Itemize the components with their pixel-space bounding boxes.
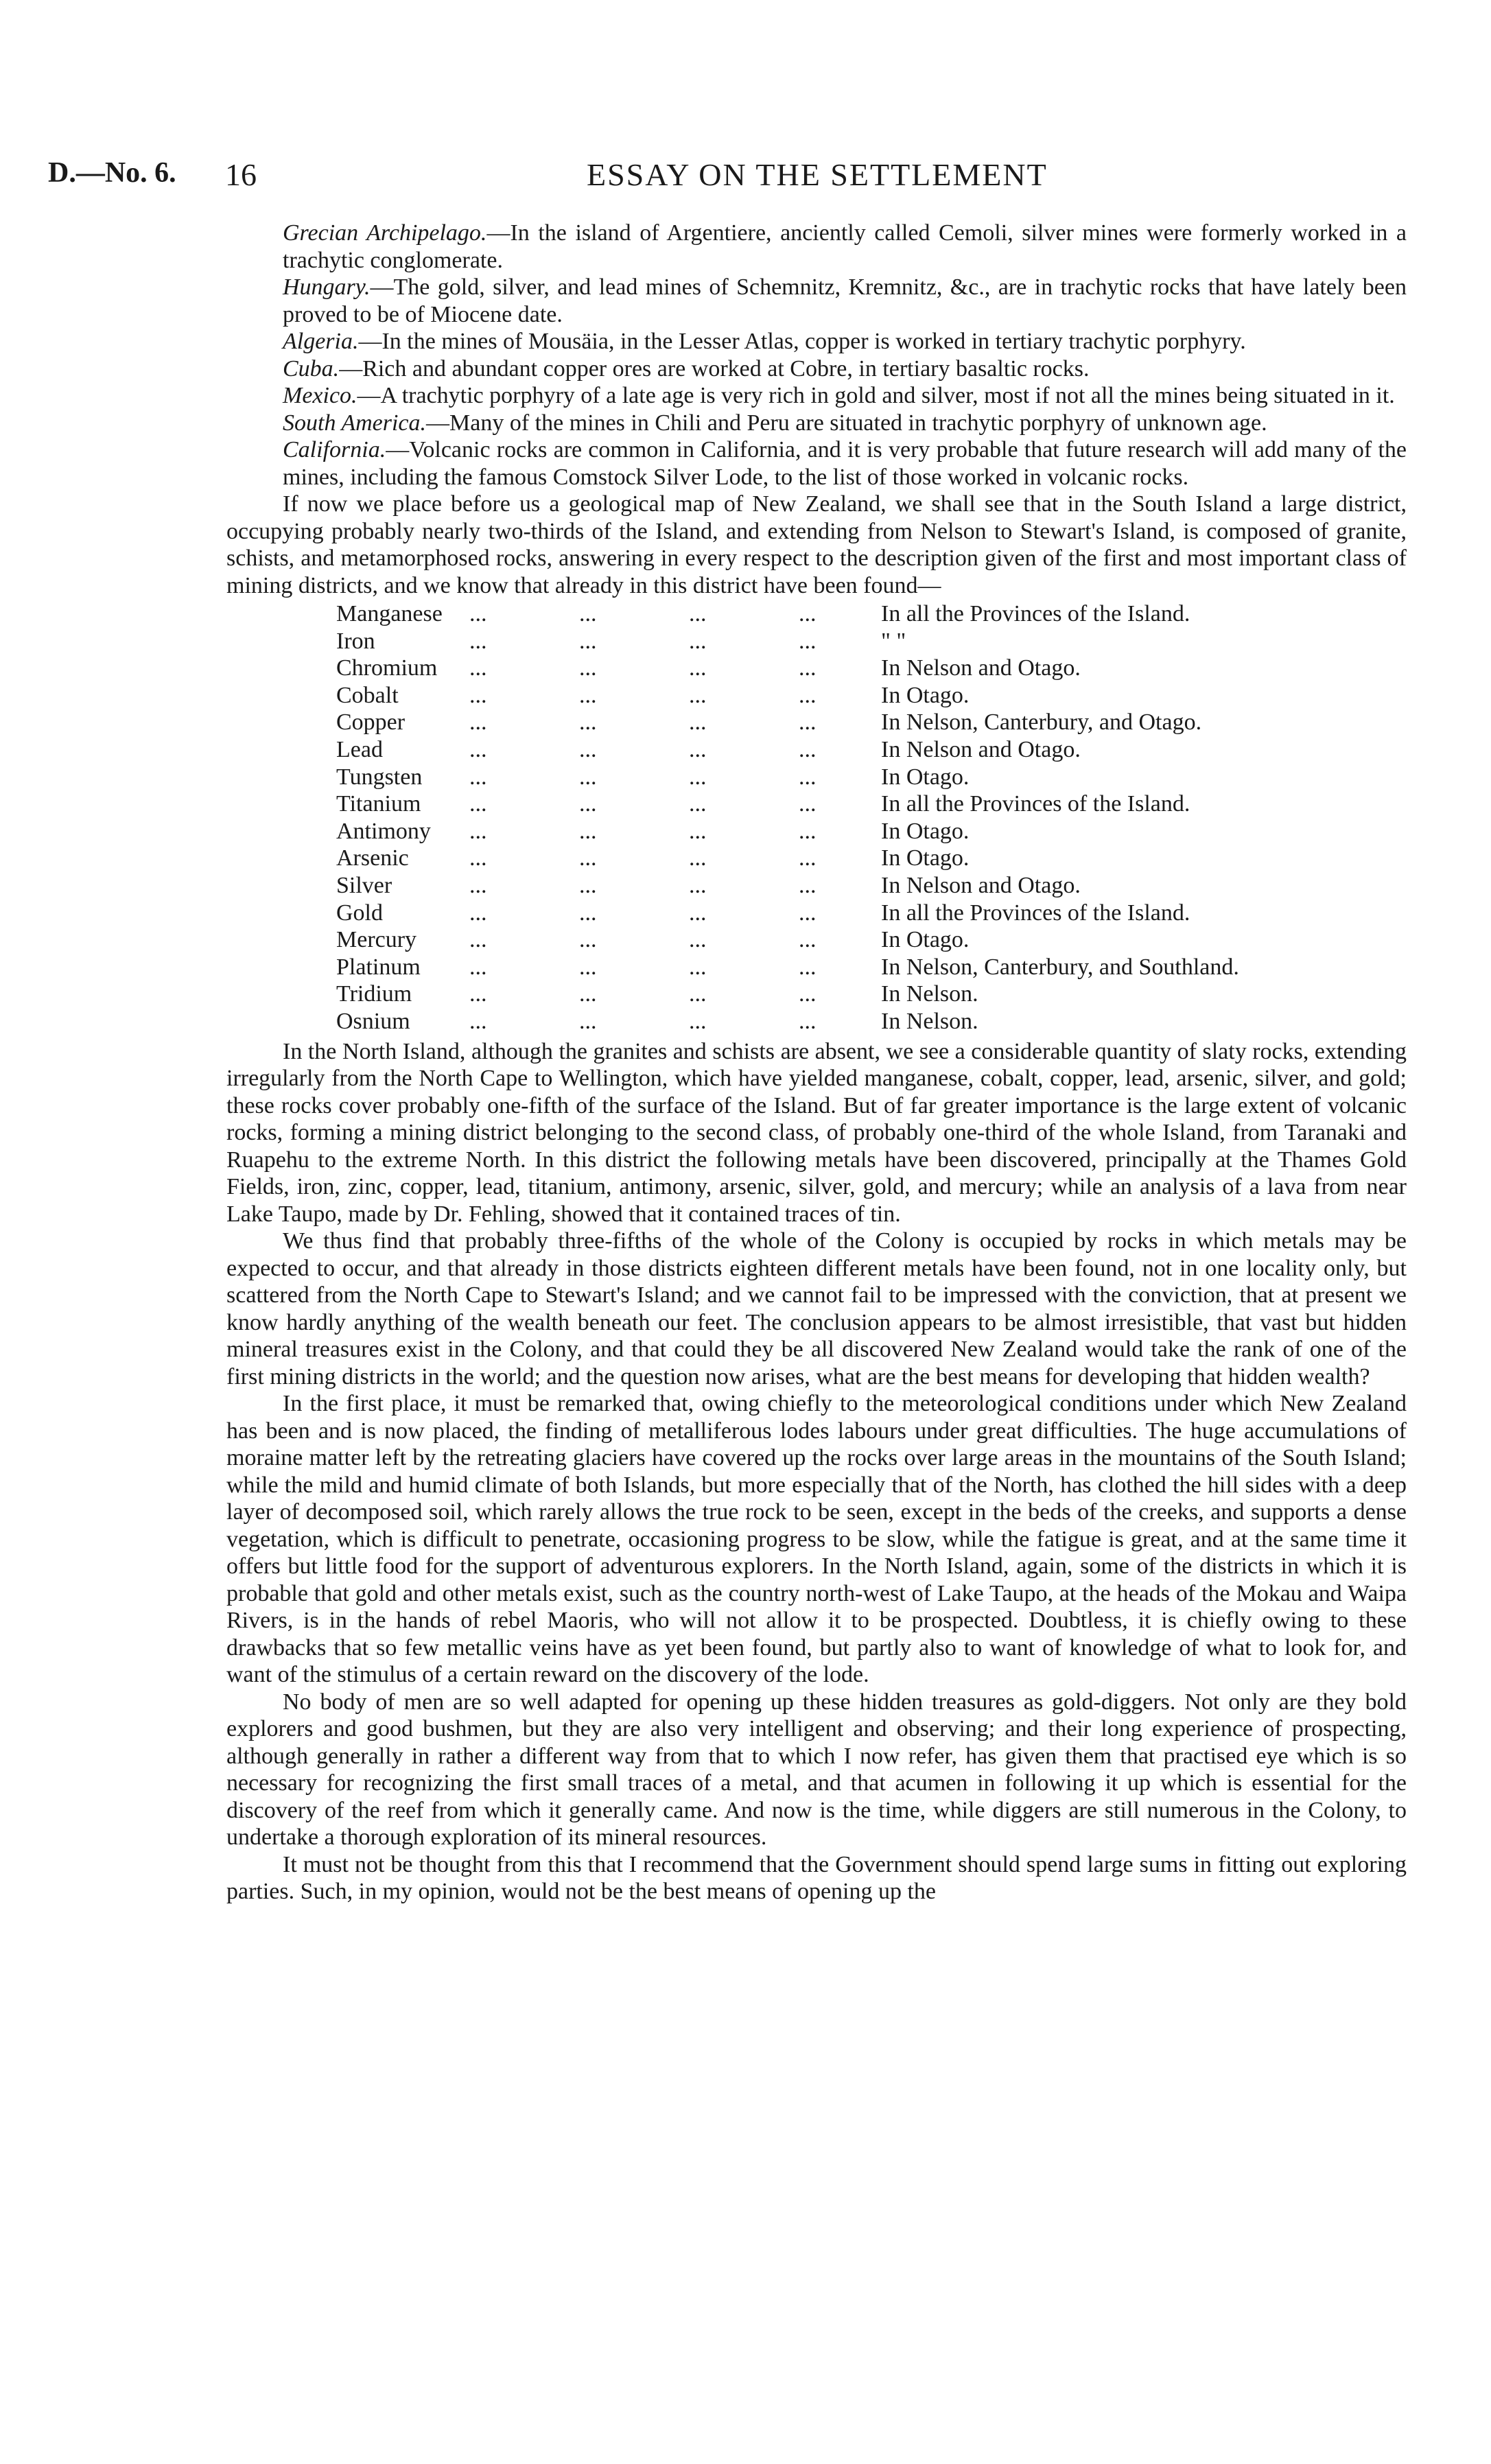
leader-dots: ... bbox=[579, 601, 597, 626]
leader-dots: ... bbox=[799, 709, 817, 736]
leader-dots: ... bbox=[799, 845, 817, 871]
metal-location: In Nelson, Canterbury, and Southland. bbox=[881, 954, 1239, 980]
region-text: —In the island of Argentiere, anciently called Cemoli, silver mines were formerly worked in a trachytic conglomerate. bbox=[283, 220, 1407, 273]
leader-dots: ... bbox=[579, 900, 597, 926]
metal-name: Silver bbox=[336, 872, 392, 898]
metal-name: Chromium bbox=[336, 655, 438, 681]
metal-row bbox=[336, 764, 1239, 791]
metal-row bbox=[336, 628, 1239, 655]
metal-row bbox=[336, 845, 1239, 872]
body-paragraph: It must not be thought from this that I recommend that the Government should spend large sums in fitting out exploring parties. Such, in my opinion, would not be the best means of opening up the bbox=[226, 1851, 1407, 1904]
metal-name: Copper bbox=[336, 709, 406, 736]
leader-dots: ... bbox=[799, 791, 817, 817]
region-paragraph bbox=[226, 410, 1407, 437]
leader-dots: ... bbox=[689, 709, 707, 736]
leader-dots: ... bbox=[469, 601, 487, 626]
leader-dots: ... bbox=[469, 655, 487, 681]
metal-location: In Nelson and Otago. bbox=[881, 736, 1081, 762]
page-number: 16 bbox=[225, 157, 257, 192]
leader-dots: ... bbox=[799, 655, 817, 681]
leader-dots: ... bbox=[579, 872, 597, 898]
metal-row bbox=[336, 682, 1239, 709]
leader-dots: ... bbox=[689, 927, 707, 953]
metal-name: Cobalt bbox=[336, 682, 399, 708]
metal-location: In Nelson, Canterbury, and Otago. bbox=[881, 709, 1202, 736]
leader-dots: ... bbox=[469, 845, 487, 871]
metal-location: In Otago. bbox=[881, 845, 970, 871]
leader-dots: ... bbox=[579, 709, 597, 736]
leader-dots: ... bbox=[579, 927, 597, 953]
body-paragraph: No body of men are so well adapted for opening up these hidden treasures as gold-diggers. Not only are they bold explorers and good bushmen, but they are also very intelligent and observing; and their long experience of prospecting, although generally in rather a different way from that to which I now refer, has given them that practised eye which is so necessary for recognizing the first small traces of a metal, and that acumen in following it up which is essential for the discovery of the reef from which it generally came. And now is the time, while diggers are still numerous in the Colony, to undertake a thorough exploration of its mineral resources. bbox=[226, 1689, 1407, 1850]
region-paragraph bbox=[226, 436, 1407, 491]
leader-dots: ... bbox=[469, 709, 487, 736]
leader-dots: ... bbox=[799, 628, 817, 654]
leader-dots: ... bbox=[799, 818, 817, 844]
leader-dots: ... bbox=[469, 791, 487, 817]
metal-location: In Nelson. bbox=[881, 1008, 978, 1034]
metal-name: Platinum bbox=[336, 954, 421, 980]
leader-dots: ... bbox=[799, 601, 817, 626]
region-label: Hungary. bbox=[283, 274, 371, 300]
metal-name: Gold bbox=[336, 900, 383, 926]
leader-dots: ... bbox=[579, 764, 597, 790]
metal-row bbox=[336, 655, 1239, 682]
region-text: —In the mines of Mousäia, in the Lesser Atlas, copper is worked in tertiary trachytic porphyry. bbox=[358, 329, 1246, 354]
metal-location: " " bbox=[881, 628, 906, 654]
metal-row bbox=[336, 954, 1239, 981]
leader-dots: ... bbox=[689, 791, 707, 817]
metal-row bbox=[336, 709, 1239, 736]
leader-dots: ... bbox=[469, 900, 487, 926]
region-label: South America. bbox=[283, 410, 427, 436]
leader-dots: ... bbox=[579, 655, 597, 681]
leader-dots: ... bbox=[579, 954, 597, 980]
region-text: —A trachytic porphyry of a late age is very rich in gold and silver, most if not all the mines being situated in it. bbox=[357, 383, 1395, 408]
leader-dots: ... bbox=[689, 628, 707, 654]
metal-row bbox=[336, 818, 1239, 845]
leader-dots: ... bbox=[799, 927, 817, 953]
region-paragraph bbox=[226, 355, 1407, 383]
region-paragraph bbox=[226, 328, 1407, 355]
leader-dots: ... bbox=[689, 736, 707, 762]
region-text: —Volcanic rocks are common in California, and it is very probable that future research will add many of the mines, including the famous Comstock Silver Lode, to the list of those worked in volcanic rocks. bbox=[283, 437, 1407, 490]
leader-dots: ... bbox=[799, 872, 817, 898]
metal-location: In Otago. bbox=[881, 818, 970, 844]
page-header bbox=[48, 156, 1413, 204]
metal-name: Osnium bbox=[336, 1008, 410, 1034]
metal-name: Arsenic bbox=[336, 845, 409, 871]
leader-dots: ... bbox=[579, 845, 597, 871]
leader-dots: ... bbox=[689, 872, 707, 898]
body-paragraph: In the North Island, although the granites and schists are absent, we see a considerable quantity of slaty rocks, extending irregularly from the North Cape to Wellington, which have yielded manganese, cobalt, copper, lead, arsenic, silver, and gold; these rocks cover probably one-fifth of the surface of the Island. But of far greater importance is the large extent of volcanic rocks, forming a mining district belonging to the second class, of probably one-third of the whole Island, from Taranaki and Ruapehu to the extreme North. In this district the following metals have been discovered, principally at the Thames Gold Fields, iron, zinc, copper, lead, titanium, antimony, arsenic, silver, gold, and mercury; while an analysis of a lava from near Lake Taupo, made by Dr. Fehling, showed that it contained traces of tin. bbox=[226, 1038, 1407, 1227]
leader-dots: ... bbox=[689, 981, 707, 1007]
region-label: Cuba. bbox=[283, 355, 340, 382]
document-body bbox=[226, 220, 1407, 1905]
leader-dots: ... bbox=[799, 981, 817, 1007]
metal-row bbox=[336, 872, 1239, 900]
metal-location: In all the Provinces of the Island. bbox=[881, 900, 1190, 926]
leader-dots: ... bbox=[469, 628, 487, 654]
leader-dots: ... bbox=[799, 954, 817, 980]
body-paragraph: We thus find that probably three-fifths of the whole of the Colony is occupied by rocks in which metals may be expected to occur, and that already in those districts eighteen different metals have been found, not in one locality only, but scattered from the North Cape to Stewart's Island; and we cannot fail to be impressed with the conviction, that at present we know hardly anything of the wealth beneath our feet. The conclusion appears to be almost irresistible, that vast but hidden mineral treasures exist in the Colony, and that could they be all discovered New Zealand would take the rank of one of the first mining districts in the world; and the question now arises, what are the best means for developing that hidden wealth? bbox=[226, 1228, 1407, 1389]
metal-name: Titanium bbox=[336, 791, 421, 817]
leader-dots: ... bbox=[469, 872, 487, 898]
leader-dots: ... bbox=[469, 981, 487, 1007]
leader-dots: ... bbox=[469, 736, 487, 762]
leader-dots: ... bbox=[799, 1008, 817, 1034]
metal-name: Tridium bbox=[336, 981, 412, 1007]
leader-dots: ... bbox=[689, 764, 707, 790]
body-paragraph: In the first place, it must be remarked that, owing chiefly to the meteorological conditions under which New Zealand has been and is now placed, the finding of metalliferous lodes labours under great difficulties. The huge accumulations of moraine matter left by the retreating glaciers have covered up the rocks over large areas in the mountains of the South Island; while the mild and humid climate of both Islands, but more especially that of the North, has clothed the hill sides with a deep layer of decomposed soil, which rarely allows the true rock to be seen, except in the beds of the creeks, and supports a dense vegetation, which is difficult to penetrate, occasioning progress to be slow, while the fatigue is great, and at the same time it offers but little food for the support of adventurous explorers. In the North Island, again, some of the districts in which it is probable that gold and other metals exist, such as the country north-west of Lake Taupo, at the heads of the Mokau and Waipa Rivers, is in the hands of rebel Maoris, who will not allow it to be prospected. Doubtless, it is chiefly owing to these drawbacks that so few metallic veins have as yet been found, but partly also to want of knowledge of what to look for, and want of the stimulus of a certain reward on the discovery of the lode. bbox=[226, 1391, 1407, 1687]
region-text: —The gold, silver, and lead mines of Schemnitz, Kremnitz, &c., are in trachytic rocks that have lately been proved to be of Miocene date. bbox=[283, 274, 1407, 327]
metal-name: Antimony bbox=[336, 818, 431, 844]
leader-dots: ... bbox=[799, 900, 817, 926]
metal-location: In all the Provinces of the Island. bbox=[881, 791, 1190, 817]
document-reference: D.—No. 6. bbox=[48, 157, 176, 189]
metal-row bbox=[336, 600, 1239, 628]
metal-row bbox=[336, 790, 1239, 818]
leader-dots: ... bbox=[689, 1008, 707, 1034]
leader-dots: ... bbox=[689, 601, 707, 626]
running-title: ESSAY ON THE SETTLEMENT bbox=[587, 157, 1048, 192]
metal-location: In Otago. bbox=[881, 682, 970, 708]
leader-dots: ... bbox=[579, 791, 597, 817]
metal-name: Manganese bbox=[336, 601, 443, 626]
leader-dots: ... bbox=[579, 682, 597, 708]
metal-row bbox=[336, 926, 1239, 954]
metal-location: In Otago. bbox=[881, 927, 970, 953]
leader-dots: ... bbox=[579, 736, 597, 762]
leader-dots: ... bbox=[579, 818, 597, 844]
region-text: —Rich and abundant copper ores are worked at Cobre, in tertiary basaltic rocks. bbox=[339, 355, 1090, 382]
metal-row bbox=[336, 900, 1239, 927]
leader-dots: ... bbox=[799, 682, 817, 708]
metal-name: Tungsten bbox=[336, 764, 423, 790]
leader-dots: ... bbox=[469, 954, 487, 980]
region-paragraph bbox=[226, 382, 1407, 410]
leader-dots: ... bbox=[799, 736, 817, 762]
leader-dots: ... bbox=[469, 682, 487, 708]
leader-dots: ... bbox=[469, 927, 487, 953]
metal-location: In Nelson and Otago. bbox=[881, 655, 1081, 681]
leader-dots: ... bbox=[579, 1008, 597, 1034]
region-label: Mexico. bbox=[283, 383, 357, 408]
body-paragraph: If now we place before us a geological map of New Zealand, we shall see that in the South Island a large district, occupying probably nearly two-thirds of the Island, and extending from Nelson to Stewart's Island, is composed of granite, schists, and metamorphosed rocks, answering in every respect to the description given of the first and most important class of mining districts, and we know that already in this district have been found— bbox=[226, 491, 1407, 598]
metal-row bbox=[336, 1008, 1239, 1035]
leader-dots: ... bbox=[689, 682, 707, 708]
leader-dots: ... bbox=[689, 845, 707, 871]
region-label: Algeria. bbox=[283, 329, 359, 354]
metal-name: Mercury bbox=[336, 927, 417, 953]
metal-name: Iron bbox=[336, 628, 375, 654]
leader-dots: ... bbox=[469, 1008, 487, 1034]
region-paragraph bbox=[226, 274, 1407, 328]
leader-dots: ... bbox=[689, 900, 707, 926]
leader-dots: ... bbox=[579, 981, 597, 1007]
metal-row bbox=[336, 981, 1239, 1008]
leader-dots: ... bbox=[579, 628, 597, 654]
leader-dots: ... bbox=[689, 954, 707, 980]
leader-dots: ... bbox=[689, 818, 707, 844]
metal-name: Lead bbox=[336, 736, 383, 762]
metal-location: In all the Provinces of the Island. bbox=[881, 601, 1190, 626]
region-label: Grecian Archipelago. bbox=[283, 220, 487, 246]
metal-location: In Otago. bbox=[881, 764, 970, 790]
leader-dots: ... bbox=[469, 818, 487, 844]
region-label: California. bbox=[283, 437, 386, 462]
leader-dots: ... bbox=[799, 764, 817, 790]
region-text: —Many of the mines in Chili and Peru are situated in trachytic porphyry of unknown age. bbox=[426, 410, 1267, 436]
leader-dots: ... bbox=[469, 764, 487, 790]
leader-dots: ... bbox=[689, 655, 707, 681]
metals-table bbox=[336, 600, 1239, 1035]
region-paragraph bbox=[226, 220, 1407, 274]
metal-location: In Nelson and Otago. bbox=[881, 872, 1081, 898]
metal-location: In Nelson. bbox=[881, 981, 978, 1007]
metal-row bbox=[336, 736, 1239, 764]
